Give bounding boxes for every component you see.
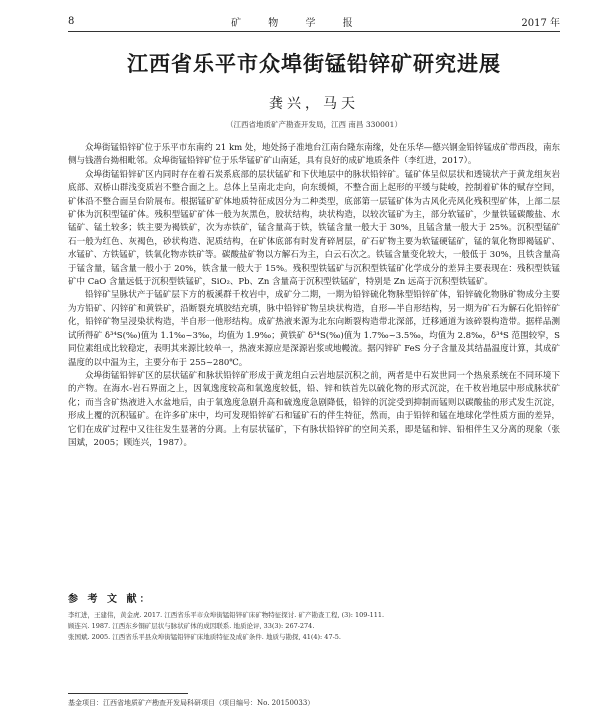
references-heading: 参 考 文 献： [68, 594, 153, 605]
running-header [68, 14, 560, 28]
references-list [68, 610, 560, 643]
reference-item: 李红进，王建伟，黄金虎. 2017. 江西省乐平市众埠街锰铅锌矿床矿物特征探讨. 矿产勘查工程, (3): 109-111. [68, 611, 385, 619]
body-paragraph-1: 众埠街锰铅锌矿位于乐平市东南约 21 km 处，地处扬子准地台江南台隆东南缘，处在乐华—德兴钢金铅锌锰成矿带西段，南东侧与钱潜台拗相毗邻。众埠街锰铅锌矿位于乐华锰矿矿山南延，具有良好的成矿地质条件（李红进，2017）。 [68, 143, 560, 167]
body-paragraph-4: 众埠街锰铅锌矿区的层状锰矿和脉状铅锌矿形成于黄龙组白云岩地层沉积之前，两者是中石炭世同一个热泉系统在不同环境下的产物。在海水-岩石界面之上，因氧逸度较高和氧逸度较低，铅、锌和铁首先以硫化物的形式沉淀，在千枚岩地层中形成脉状矿化；而当含矿热液进入水盆地后，由于氧逸度急剧升高和硫逸度急剧降低，铅锌的沉淀受到抑制而锰则以碳酸盐的形式发生沉淀，形成上覆的沉积锰矿。在许多矿床中，均可发现铅锌矿石和锰矿石的伴生特征，然而，由于铅锌和锰在地球化学性质方面的差异，它们在成矿过程中又往往发生显著的分离。上有层状锰矿，下有脉状铅锌矿的空间关系，即是锰和锌、铅相伴生又分离的现象（张国斌，2005；顾连兴，1987）。 [68, 370, 560, 448]
author-affiliation: （江西省地质矿产勘查开发局，江西 南昌 330001） [226, 120, 402, 129]
header-divider [68, 31, 560, 32]
body-paragraph-3: 铅锌矿呈脉状产于锰矿层下方的板溪群千枚岩中，成矿分二期，一期为铅锌硫化物脉型铅锌矿体，铅锌硫化物脉矿物成分主要为方铅矿、闪锌矿和黄铁矿，沿断裂充填胶结充填，脉中铅锌矿物呈块状构造，自形—半自形结构，另一期为矿石为解石化铅锌矿化，铅锌矿物呈浸染状构造，半自形一他形结构。成矿热液来源为北东向断裂构造带北深部，迁移通道为该碎裂构造带。据样品测试所得矿 δ³⁴S(‰)值为 1.1‰~3‰，均值为 1.9‰；黄铁矿 δ³⁴S(‰)值为 1.7‰~3.5‰，均值为 2.8‰，δ³⁴S 范围较窄，S 同位素组成比较稳定，表明其来源比较单一，热液来源应是深源岩浆或地幔流。据闪锌矿 FeS 分子含量及其结晶温度计算，其成矿温度的以中温为主，主要分布于 255~280℃。 [68, 290, 560, 368]
journal-year: 2017 年 [521, 17, 560, 29]
journal-name: 矿 物 学 报 [231, 17, 365, 29]
footnote-divider [68, 693, 188, 694]
page-number: 8 [68, 15, 75, 27]
body-paragraph-2: 众埠街锰铅锌矿区内同时存在着石炭系底部的层状锰矿和下伏地层中的脉状铅锌矿。锰矿体呈似层状和透镜状产于黄龙组灰岩底部、双桥山群浅变质岩不整合面之上。总体上呈南北走向，向东缓倾，不整合面上起形的平缓与陡峻，控制着矿体的赋存空间，矿体沿不整合面呈台阶展布。根据锰矿矿体地质特征成因分为二种类型，底部第一层锰矿体为古风化壳风化残积型矿体，上部二层矿体为沉积型锰矿体。残积型锰矿矿体一般为灰黑色，胶状结构，块状构造，以较次锰矿为主，部分软锰矿，少量铁锰碳酸盐、水锰矿、锰土较多；铁主要为褐铁矿，次为赤铁矿，锰含量高于铁，铁锰含量一般大于 30%，且锰含量一般大于 25%。沉积型锰矿石一般为红色、灰褐色，砂状构造、泥质结构，在矿体底部有时发育碎屑层，矿石矿物主要为软锰硬锰矿，锰的氧化物即褐锰矿、水锰矿、方铁锰矿，铁氧化物赤铁矿等。碳酸盐矿物以方解石为主，白云石次之。铁锰含量变化较大，一般低于 30%，且铁含量高于锰含量，锰含量一般小于 20%，铁含量一般大于 15%。残积型铁锰矿与沉积型铁锰矿化学成分的差异主要表现在：残积型铁锰矿中 CaO 含量远低于沉积型铁锰矿，SiO₂、Pb、Zn 含量高于沉积型铁锰矿，特别是 Zn 远高于沉积型铁锰矿。 [68, 169, 560, 288]
reference-item: 顾连兴. 1987. 江西东乡铜矿层状与脉状矿体的成因联系. 地质论评, 33(3): 267-274. [68, 622, 315, 630]
article-authors: 龚兴，马天 [269, 96, 359, 112]
reference-item: 张国斌. 2005. 江西省乐平县众埠街锰铅锌矿床地质特征及成矿条件. 地质与勘探, 41(4): 47-5. [68, 633, 341, 641]
article-title: 江西省乐平市众埠街锰铅锌矿研究进展 [127, 51, 501, 76]
funding-footnote: 基金项目：江西省地质矿产勘查开发局科研项目（项目编号：No. 20150033） [68, 699, 315, 707]
article-body [68, 142, 560, 450]
